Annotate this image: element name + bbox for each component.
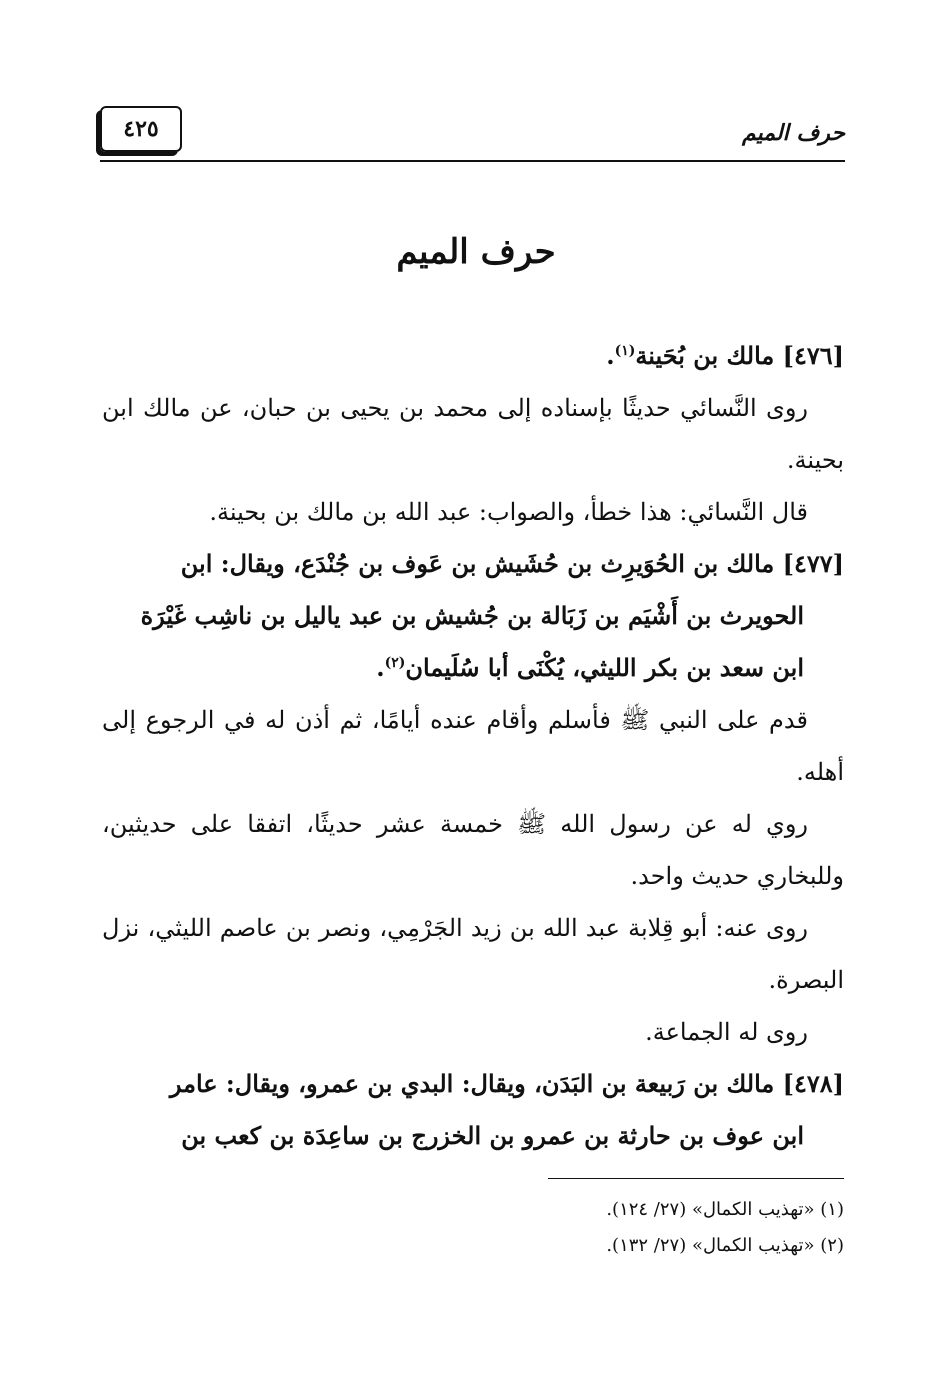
footnote-2: (٢) «تهذيب الكمال» (٢٧/ ١٣٢). <box>606 1235 844 1256</box>
entry-476-title: [٤٧٦] مالك بن بُحَينة <box>635 341 844 370</box>
entry-478-heading-line-2: ابن عوف بن حارثة بن عمرو بن الخزرج بن ساعِدَة بن كعب بن <box>181 1121 804 1150</box>
entry-477-heading-line-1: [٤٧٧] مالك بن الحُوَيرِث بن حُشَيش بن عَوف بن جُنْدَع، ويقال: ابن <box>180 549 844 578</box>
body-text <box>102 330 844 1162</box>
footnotes <box>102 1192 844 1264</box>
entry-477-heading-line-2: الحويرث بن أَشْيَم بن زَبَالة بن جُشيش بن عبد ياليل بن ناشِب غَيْرَة <box>140 601 804 630</box>
entry-477-paragraph-3: روى عنه: أبو قِلابة عبد الله بن زيد الجَرْمِي، ونصر بن عاصم الليثي، نزل البصرة. <box>102 914 844 994</box>
footnote-ref-1[interactable]: (١) <box>614 343 636 359</box>
entry-477-heading-line-3 <box>102 642 844 694</box>
entry-477-paragraph-2: روي له عن رسول الله ﷺ خمسة عشر حديثًا، اتفقا على حديثين، وللبخاري حديث واحد. <box>102 810 844 890</box>
running-header <box>100 100 845 162</box>
entry-476-heading <box>102 330 844 382</box>
entry-478-heading-line-1: [٤٧٨] مالك بن رَبيعة بن البَدَن، ويقال: البدي بن عمرو، ويقال: عامر <box>169 1069 844 1098</box>
entry-476-paragraph-2: قال النَّسائي: هذا خطأ، والصواب: عبد الله بن مالك بن بحينة. <box>209 498 808 526</box>
page-number: ٤٢٥ <box>100 106 182 152</box>
entry-476-paragraph-1: روى النَّسائي حديثًا بإسناده إلى محمد بن يحيى بن حبان، عن مالك ابن بحينة. <box>102 394 844 474</box>
footnote-ref-2[interactable]: (٢) <box>384 655 406 671</box>
running-title: حرف الميم <box>741 120 845 146</box>
entry-477-paragraph-1: قدم على النبي ﷺ فأسلم وأقام عنده أيامًا، ثم أذن له في الرجوع إلى أهله. <box>102 706 844 786</box>
footnote-divider <box>548 1178 844 1179</box>
entry-477-title-end: . <box>376 653 385 682</box>
entry-476-title-end: . <box>606 341 615 370</box>
chapter-title: حرف الميم <box>396 232 556 272</box>
entry-477-heading-line-3-text: ابن سعد بن بكر الليثي، يُكْنَى أبا سُلَيمان <box>405 653 804 682</box>
footnote-1: (١) «تهذيب الكمال» (٢٧/ ١٢٤). <box>606 1199 844 1220</box>
entry-477-paragraph-4: روى له الجماعة. <box>645 1018 808 1046</box>
